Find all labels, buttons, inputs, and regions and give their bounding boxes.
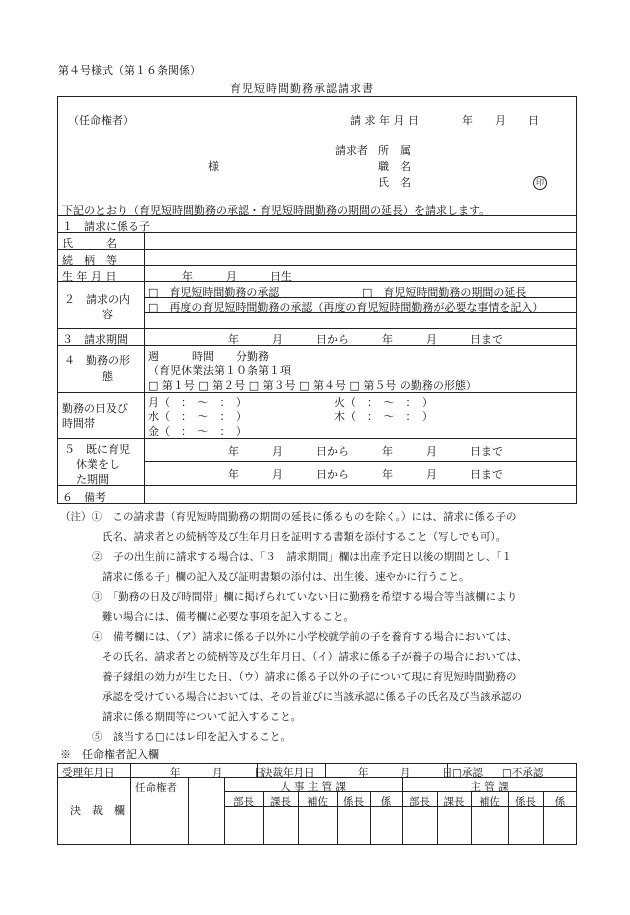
disapprove-checkbox[interactable]: □不承認 <box>502 767 544 779</box>
note-line: ⑤ 該当する□にはレ印を記入すること。 <box>92 731 291 743</box>
main-division-label: 主 管 課 <box>470 781 509 793</box>
note-line: ② 子の出生前に請求する場合は、「３ 請求期間」欄は出産予定日以後の期間とし、「１ <box>92 551 512 563</box>
requester-label: 請求者 <box>335 144 368 157</box>
sec4-label-1: ４ 勤務の形 <box>64 354 130 367</box>
role-label: 補佐 <box>479 796 500 808</box>
appointer-section-title: ※ 任命権者記入欄 <box>60 748 159 761</box>
sec3-label: ３ 請求期間 <box>62 333 128 346</box>
sec5-label-2: 休業をし <box>76 458 120 471</box>
sec5-label-3: た期間 <box>76 473 109 486</box>
schedule-monday[interactable]: 月（ ： 〜 ： ） <box>148 396 247 409</box>
note-line: 氏名、請求者との続柄等及び生年月日を証明する書類を添付すること（写しでも可）。 <box>102 531 507 543</box>
child-name-label: 氏 名 <box>62 237 117 250</box>
schedule-tuesday[interactable]: 火（ ： 〜 ： ） <box>334 396 433 409</box>
form-number: 第４号様式（第１６条関係） <box>58 64 201 77</box>
request-date-label: 請 求 年 月 日 <box>350 114 419 127</box>
birth-label: 生 年 月 日 <box>62 270 117 283</box>
schedule-label-1: 勤務の日及び <box>62 402 128 415</box>
note-line: ③ 「勤務の日及び時間帯」欄に掲げられていない日に勤務を希望する場合等当該欄により <box>92 591 518 603</box>
received-date-label: 受理年月日 <box>62 767 115 779</box>
sec1-title: １ 請求に係る子 <box>62 220 150 233</box>
role-label: 課長 <box>443 796 465 808</box>
sec4-label-2: 態 <box>102 370 113 383</box>
schedule-thursday[interactable]: 木（ ： 〜 ： ） <box>334 410 433 423</box>
appointer-column-label: 任命権者 <box>135 782 177 794</box>
prior-leave-period-2[interactable]: 年 月 日から 年 月 日まで <box>228 468 503 481</box>
request-date-value[interactable]: 年 月 日 <box>462 114 539 127</box>
hr-division-label: 人 事 主 管 課 <box>280 781 346 793</box>
appointer-label: （任命権者） <box>68 114 134 127</box>
note-line: （注）① この請求書（育児短時間勤務の期間の延長に係るものを除く。）には、請求に係る子の <box>60 511 517 523</box>
remarks-label: ６ 備考 <box>62 491 106 504</box>
note-line: 養子縁組の効力が生じた日、（ウ）請求に係る子以外の子について現に育児短時間勤務の <box>102 671 517 683</box>
schedule-friday[interactable]: 金（ ： 〜 ： ） <box>148 425 247 438</box>
schedule-label-2: 時間帯 <box>62 417 95 430</box>
page-title: 育児短時間勤務承認請求書 <box>230 82 374 95</box>
name-label: 氏 名 <box>378 176 411 189</box>
received-date-value[interactable]: 年 月 日 <box>170 767 265 779</box>
decision-date-value[interactable]: 年 月 日 <box>358 767 453 779</box>
role-label: 係長 <box>343 796 364 808</box>
option-extension-checkbox[interactable]: □ 育児短時間勤務の期間の延長 <box>362 286 527 299</box>
note-line: 請求に係る子」欄の記入及び証明書類の添付は、出生後、速やかに行うこと。 <box>102 571 470 583</box>
weekly-hours[interactable]: 週 時間 分勤務 <box>148 350 269 363</box>
prior-leave-period-1[interactable]: 年 月 日から 年 月 日まで <box>228 445 503 458</box>
affiliation-label: 所 属 <box>378 144 411 157</box>
sama-label: 様 <box>208 160 219 173</box>
law-reference: （育児休業法第１０条第１項 <box>148 364 291 377</box>
intro-text: 下記のとおり（育児短時間勤務の承認・育児短時間勤務の期間の延長）を請求します。 <box>62 204 491 217</box>
decision-column-label: 決 裁 欄 <box>70 804 125 817</box>
option-reapproval-checkbox[interactable]: □ 再度の育児短時間勤務の承認（再度の育児短時間勤務が必要な事情を記入） <box>148 301 544 314</box>
role-label: 課長 <box>270 796 291 808</box>
schedule-wednesday[interactable]: 水（ ： 〜 ： ） <box>148 410 247 423</box>
note-line: ④ 備考欄には、（ア）請求に係る子以外に小学校就学前の子を養育する場合においては、 <box>92 631 518 643</box>
role-label: 係 <box>554 796 566 808</box>
role-label: 補佐 <box>307 796 328 808</box>
note-line: 請求に係る期間等について記入すること。 <box>102 711 302 723</box>
birth-value[interactable]: 年 月 日生 <box>182 270 292 283</box>
note-line: 承認を受けている場合においては、その旨並びに当該承認に係る子の氏名及び当該承認の <box>102 691 522 703</box>
sec2-label-2: 容 <box>102 308 113 321</box>
work-form-checkboxes[interactable]: □ 第１号 □ 第２号 □ 第３号 □ 第４号 □ 第５号 の勤務の形態） <box>148 379 477 392</box>
approve-checkbox[interactable]: □承認 <box>452 767 483 779</box>
role-label: 部長 <box>233 796 254 808</box>
note-line: その氏名、請求者との続柄等及び生年月日、（イ）請求に係る子が養子の場合においては、 <box>102 651 528 663</box>
relation-label: 続 柄 等 <box>62 254 117 267</box>
seal-icon: 印 <box>533 176 547 190</box>
note-line: 難い場合には、備考欄に必要な事項を記入すること。 <box>102 611 354 623</box>
decision-date-label: 決裁年月日 <box>262 767 315 779</box>
role-label: 係長 <box>515 796 536 808</box>
option-approval-checkbox[interactable]: □ 育児短時間勤務の承認 <box>148 286 280 299</box>
request-period-value[interactable]: 年 月 日から 年 月 日まで <box>228 333 503 346</box>
sec5-label-1: ５ 既に育児 <box>64 443 130 456</box>
sec2-label-1: ２ 請求の内 <box>64 293 130 306</box>
role-label: 係 <box>380 796 392 808</box>
role-label: 部長 <box>409 796 430 808</box>
position-label: 職 名 <box>378 160 411 173</box>
